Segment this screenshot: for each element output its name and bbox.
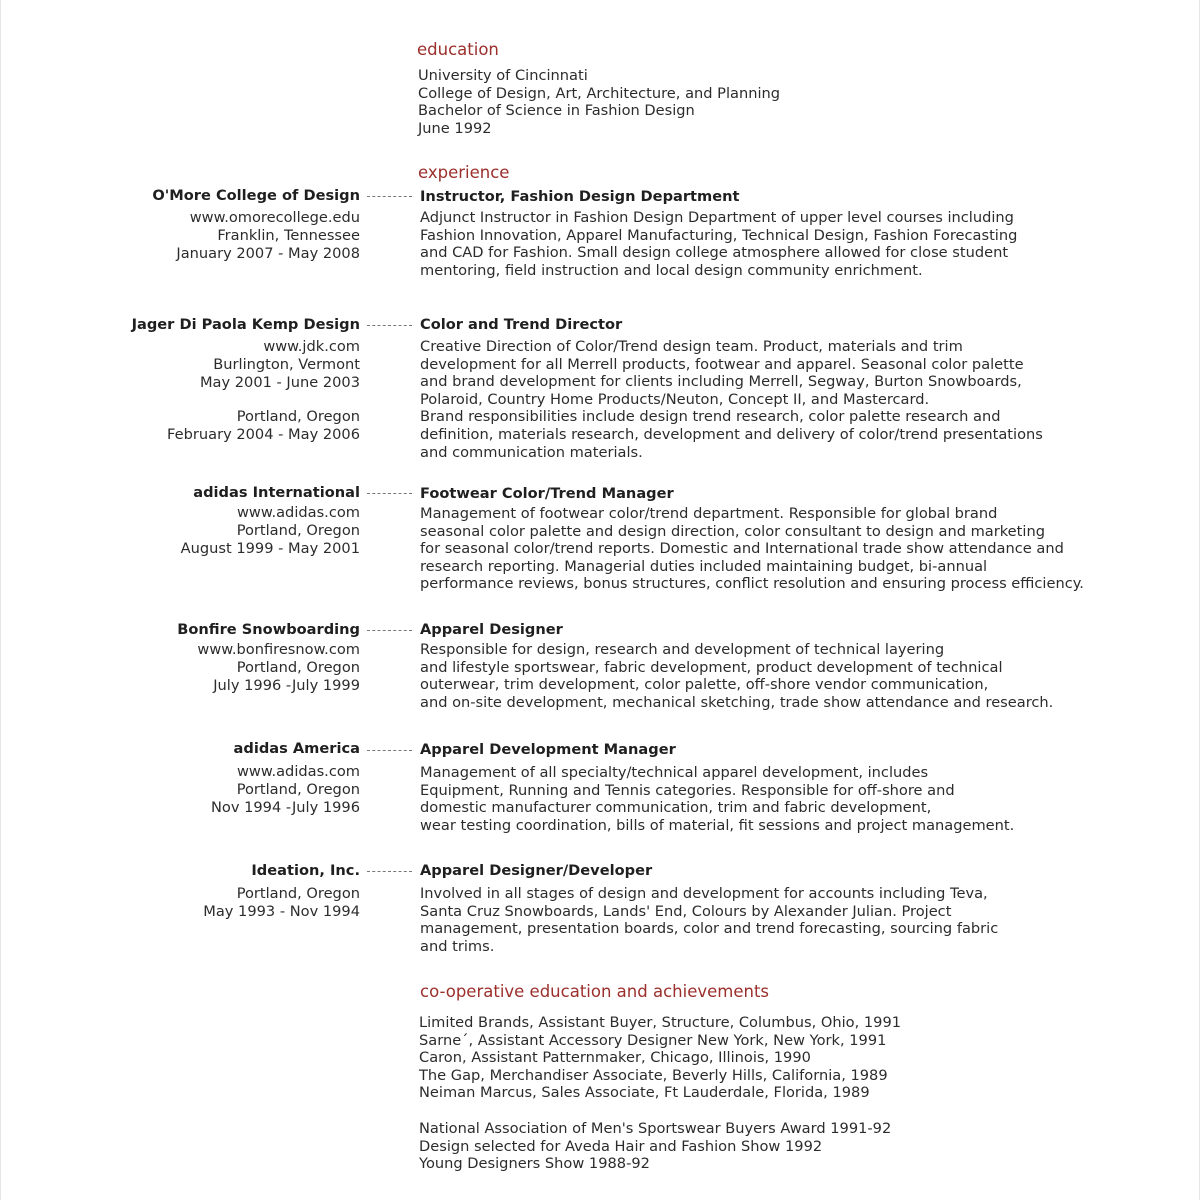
org-meta: May 1993 - Nov 1994 (203, 902, 360, 920)
org-meta: February 2004 - May 2006 (167, 426, 360, 444)
org-meta: Portland, Oregon (236, 780, 360, 798)
job-title: Color and Trend Director (420, 316, 623, 333)
org-meta: Portland, Oregon (236, 885, 360, 902)
org-meta: July 1996 -July 1999 (213, 676, 360, 694)
dashed-connector (367, 493, 412, 494)
org-meta: www.jdk.com (263, 338, 360, 355)
org-meta: Portland, Oregon (236, 408, 360, 426)
job-desc-line: seasonal color palette and design direction, color consultant to design and marketing (420, 522, 1045, 540)
job-desc-line: and brand development for clients including Merrell, Segway, Burton Snowboards, (420, 373, 1022, 391)
job-desc-line: definition, materials research, development and delivery of color/trend presentations (420, 425, 1043, 443)
job-desc-line: Responsible for design, research and development of technical layering (420, 641, 945, 658)
job-desc-line: Brand responsibilities include design trend research, color palette research and (420, 408, 1001, 426)
dashed-connector (367, 750, 412, 751)
education-heading: education (417, 40, 499, 59)
job-desc-line: Adjunct Instructor in Fashion Design Department of upper level courses including (420, 209, 1014, 226)
org-name: Jager Di Paola Kemp Design (131, 316, 360, 333)
org-meta: January 2007 - May 2008 (176, 244, 360, 262)
job-desc-line: Creative Direction of Color/Trend design team. Product, materials and trim (420, 338, 963, 355)
job-desc-line: mentoring, field instruction and local design community enrichment. (420, 261, 923, 279)
org-meta: www.omorecollege.edu (189, 209, 360, 226)
job-desc-line: Management of footwear color/trend department. Responsible for global brand (420, 505, 998, 522)
org-meta: www.bonfiresnow.com (197, 641, 360, 658)
job-desc-line: development for all Merrell products, footwear and apparel. Seasonal color palette (420, 355, 1024, 373)
job-desc-line: research reporting. Managerial duties included maintaining budget, bi-annual (420, 557, 988, 575)
job-desc-line: Involved in all stages of design and development for accounts including Teva, (420, 885, 988, 902)
job-desc-line: wear testing coordination, bills of material, fit sessions and project management. (420, 816, 1015, 834)
job-desc-line: management, presentation boards, color and trend forecasting, sourcing fabric (420, 920, 999, 938)
experience-entry-org-block (152, 187, 360, 262)
dashed-connector (367, 196, 412, 197)
education-line: June 1992 (418, 119, 492, 137)
org-name: adidas International (193, 484, 360, 501)
experience-entry-detail (420, 741, 1014, 834)
experience-entry-org-block (177, 621, 360, 694)
job-desc-line: domestic manufacturer communication, trim and fabric development, (420, 799, 932, 817)
job-title: Apparel Development Manager (420, 741, 676, 758)
coop-job-item: The Gap, Merchandiser Associate, Beverly Hills, California, 1989 (419, 1066, 888, 1084)
coop-job-item: Sarne´, Assistant Accessory Designer New York, New York, 1991 (419, 1031, 887, 1049)
org-name: Ideation, Inc. (251, 862, 360, 879)
education-line: Bachelor of Science in Fashion Design (418, 102, 695, 120)
job-desc-line: performance reviews, bonus structures, conflict resolution and ensuring process efficiency. (420, 575, 1084, 593)
job-desc-line: Polaroid, Country Home Products/Neuton, Concept II, and Mastercard. (420, 390, 930, 408)
coop-jobs-list (419, 1014, 901, 1102)
dashed-connector (367, 871, 412, 872)
org-name: Bonfire Snowboarding (177, 621, 360, 638)
experience-heading: experience (418, 163, 510, 182)
award-item: Young Designers Show 1988-92 (419, 1155, 650, 1173)
job-desc-line: and on-site development, mechanical sketching, trade show attendance and research. (420, 693, 1054, 711)
job-desc-line: Fashion Innovation, Apparel Manufacturing, Technical Design, Fashion Forecasting (420, 226, 1018, 244)
job-desc-line: and communication materials. (420, 443, 643, 461)
coop-job-item: Limited Brands, Assistant Buyer, Structure, Columbus, Ohio, 1991 (419, 1014, 902, 1031)
education-block (418, 67, 780, 137)
award-item: Design selected for Aveda Hair and Fashion Show 1992 (419, 1137, 823, 1155)
org-name: O'More College of Design (152, 187, 360, 204)
org-meta: Portland, Oregon (236, 521, 360, 539)
job-desc-line: and trims. (420, 937, 495, 955)
job-title: Apparel Designer/Developer (420, 862, 653, 879)
dashed-connector (367, 325, 412, 326)
job-desc-line: for seasonal color/trend reports. Domestic and International trade show attendance and (420, 540, 1064, 558)
award-item: National Association of Men's Sportswear Buyers Award 1991-92 (419, 1120, 892, 1137)
job-desc-line: Santa Cruz Snowboards, Lands' End, Colours by Alexander Julian. Project (420, 902, 952, 920)
experience-entry-detail (420, 316, 1043, 461)
job-desc-line: outerwear, trim development, color palette, off-shore vendor communication, (420, 676, 989, 694)
job-title: Apparel Designer (420, 621, 563, 638)
education-line: College of Design, Art, Architecture, and Planning (418, 84, 781, 102)
experience-entry-detail (420, 621, 1053, 711)
org-meta: www.adidas.com (237, 504, 360, 521)
job-desc-line: Equipment, Running and Tennis categories. Responsible for off-shore and (420, 781, 955, 799)
education-line: University of Cincinnati (418, 67, 588, 84)
org-meta: Franklin, Tennessee (217, 226, 360, 244)
experience-entry-detail (420, 485, 1084, 593)
experience-entry-detail (420, 862, 998, 955)
job-title: Instructor, Fashion Design Department (420, 188, 740, 205)
experience-entry-detail (420, 188, 1017, 279)
org-meta: Nov 1994 -July 1996 (210, 798, 360, 816)
coop-heading: co-operative education and achievements (420, 982, 770, 1001)
job-desc-line: and CAD for Fashion. Small design college atmosphere allowed for close student (420, 244, 1009, 262)
coop-job-item: Neiman Marcus, Sales Associate, Ft Lauderdale, Florida, 1989 (419, 1084, 870, 1102)
org-meta: Portland, Oregon (236, 658, 360, 676)
org-meta: www.adidas.com (237, 763, 360, 780)
job-desc-line: Management of all specialty/technical apparel development, includes (420, 764, 929, 781)
experience-entry-org-block (203, 862, 360, 921)
experience-entry-org-block (132, 316, 360, 444)
coop-job-item: Caron, Assistant Patternmaker, Chicago, Illinois, 1990 (419, 1049, 811, 1067)
awards-list (419, 1120, 891, 1173)
experience-entry-org-block (211, 740, 360, 816)
dashed-connector (367, 630, 412, 631)
org-name: adidas America (233, 740, 360, 757)
org-meta: May 2001 - June 2003 (199, 373, 360, 391)
experience-entry-org-block (181, 484, 360, 557)
org-meta: August 1999 - May 2001 (180, 539, 360, 557)
job-desc-line: and lifestyle sportswear, fabric development, product development of technical (420, 658, 1003, 676)
org-meta: Burlington, Vermont (213, 355, 360, 373)
job-title: Footwear Color/Trend Manager (420, 485, 674, 502)
